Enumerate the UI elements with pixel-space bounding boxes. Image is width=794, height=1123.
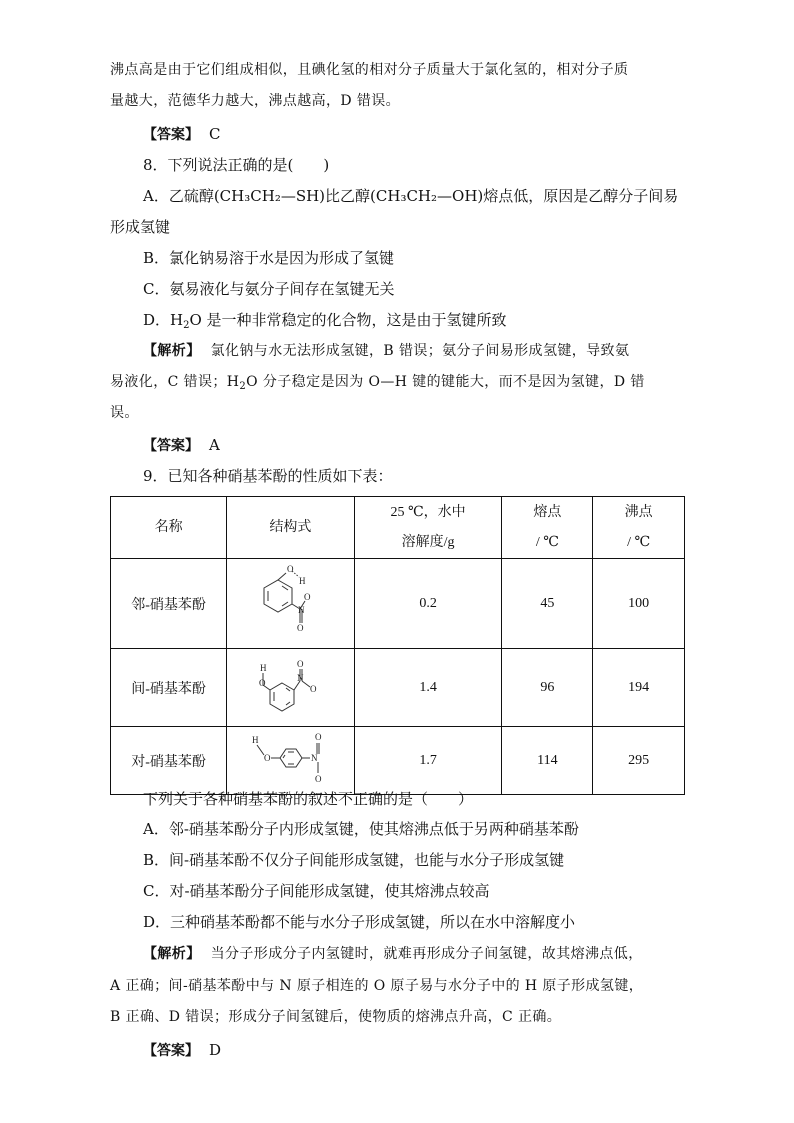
answer-label: 【答案】 — [143, 438, 199, 454]
atom-h: H — [299, 576, 306, 586]
header-solubility-l1: 25 ℃，水中 — [390, 504, 466, 520]
q8-stem: 8．下列说法正确的是( ) — [143, 156, 330, 174]
q8-d-post: O 是一种非常稳定的化合物，这是由于氢键所致 — [189, 311, 507, 329]
q9-answer — [143, 1040, 221, 1061]
atom-n: N — [298, 605, 305, 615]
header-structure: 结构式 — [227, 497, 354, 559]
q8-analysis-3: 误。 — [110, 405, 139, 421]
q8-answer — [143, 435, 220, 456]
q9-stem: 9．已知各种硝基苯酚的性质如下表： — [143, 467, 393, 485]
q8-analysis-2-sub: 2 — [239, 381, 247, 392]
q9-option-d: D．三种硝基苯酚都不能与水分子形成氢键，所以在水中溶解度小 — [143, 913, 576, 931]
intro-line-2: 量越大，范德华力越大，沸点越高，D 错误。 — [110, 93, 401, 109]
q9-option-b: B．间-硝基苯酚不仅分子间能形成氢键，也能与水分子形成氢键 — [143, 851, 565, 869]
row-name: 对-硝基苯酚 — [111, 727, 227, 795]
header-bp-l2: / ℃ — [627, 534, 651, 550]
row-bp: 194 — [593, 649, 685, 727]
nitrophenol-table — [110, 496, 685, 795]
atom-n: N — [311, 753, 318, 763]
atom-o: O — [315, 774, 322, 784]
q8-option-d — [143, 310, 507, 336]
header-mp-l1: 熔点 — [533, 504, 562, 520]
atom-o: O — [264, 753, 271, 763]
structure-para — [227, 727, 354, 795]
atom-o: O — [297, 659, 304, 669]
header-mp-l2: / ℃ — [535, 534, 559, 550]
atom-h: H — [252, 735, 259, 745]
q8-analysis-2-pre: 易液化，C 错误；H — [110, 374, 240, 390]
atom-o: O — [287, 564, 294, 574]
structure-ortho — [227, 559, 354, 649]
atom-o: O — [310, 684, 317, 694]
answer-label: 【答案】 — [143, 127, 199, 143]
atom-o: O — [297, 623, 304, 633]
row-mp: 96 — [502, 649, 593, 727]
row-name: 间-硝基苯酚 — [111, 649, 227, 727]
row-name: 邻-硝基苯酚 — [111, 559, 227, 649]
q8-option-a-line2: 形成氢键 — [110, 218, 171, 236]
analysis-label: 【解析】 — [143, 946, 201, 962]
table-row — [111, 649, 685, 727]
q8-answer-value: A — [209, 436, 220, 454]
q8-analysis-text-1: 氯化钠与水无法形成氢键，B 错误；氨分子间易形成氢键，导致氨 — [210, 343, 630, 359]
meta-nitrophenol-structure-icon — [230, 649, 350, 721]
row-solubility: 0.2 — [354, 559, 502, 649]
q8-analysis-1 — [143, 341, 629, 361]
atom-o: O — [315, 732, 322, 742]
row-solubility: 1.7 — [354, 727, 502, 795]
row-mp: 114 — [502, 727, 593, 795]
q8-option-c: C．氨易液化与氨分子间存在氢键无关 — [143, 280, 395, 298]
header-name: 名称 — [111, 497, 227, 559]
q9-option-c: C．对-硝基苯酚分子间能形成氢键，使其熔沸点较高 — [143, 882, 490, 900]
q8-analysis-2-post: O 分子稳定是因为 O—H 键的键能大，而不是因为氢键，D 错 — [246, 374, 645, 390]
q9-question: 下列关于各种硝基苯酚的叙述不正确的是（ ） — [143, 790, 474, 808]
intro-line-1: 沸点高是由于它们组成相似，且碘化氢的相对分子质量大于氯化氢的，相对分子质 — [110, 62, 629, 78]
q9-analysis-text-1: 当分子形成分子内氢键时，就难再形成分子间氢键，故其熔沸点低， — [210, 946, 643, 962]
header-solubility-l2: 溶解度/g — [401, 534, 455, 550]
table-row — [111, 559, 685, 649]
answer-7 — [143, 124, 220, 145]
row-solubility: 1.4 — [354, 649, 502, 727]
atom-n: N — [297, 673, 304, 683]
atom-o: O — [304, 592, 311, 602]
para-nitrophenol-structure-icon — [230, 727, 350, 789]
answer-7-value: C — [209, 125, 221, 143]
atom-o: O — [259, 678, 266, 688]
table-row — [111, 727, 685, 795]
analysis-label: 【解析】 — [143, 343, 201, 359]
q9-answer-value: D — [209, 1041, 222, 1059]
header-mp — [502, 497, 593, 559]
q9-option-a: A．邻-硝基苯酚分子内形成氢键，使其熔沸点低于另两种硝基苯酚 — [143, 820, 579, 838]
structure-meta — [227, 649, 354, 727]
row-bp: 295 — [593, 727, 685, 795]
q9-analysis-2: A 正确；间-硝基苯酚中与 N 原子相连的 O 原子易与水分子中的 H 原子形成氢键， — [110, 978, 644, 994]
answer-label: 【答案】 — [143, 1043, 199, 1059]
row-bp: 100 — [593, 559, 685, 649]
q9-analysis-1 — [143, 944, 643, 964]
ortho-nitrophenol-structure-icon — [230, 559, 350, 643]
row-mp: 45 — [502, 559, 593, 649]
header-bp — [593, 497, 685, 559]
q8-option-b: B．氯化钠易溶于水是因为形成了氢键 — [143, 249, 395, 267]
header-solubility — [354, 497, 502, 559]
table-header-row — [111, 497, 685, 559]
q8-d-pre: D．H — [143, 311, 184, 329]
atom-h: H — [260, 663, 267, 673]
q8-analysis-2 — [110, 372, 645, 397]
header-bp-l1: 沸点 — [624, 504, 653, 520]
q8-d-sub: 2 — [183, 320, 190, 331]
q9-analysis-3: B 正确、D 错误；形成分子间氢键后，使物质的熔沸点升高，C 正确。 — [110, 1009, 562, 1025]
q8-option-a-line1: A．乙硫醇(CH₃CH₂—SH)比乙醇(CH₃CH₂—OH)熔点低，原因是乙醇分子间易 — [143, 187, 679, 205]
